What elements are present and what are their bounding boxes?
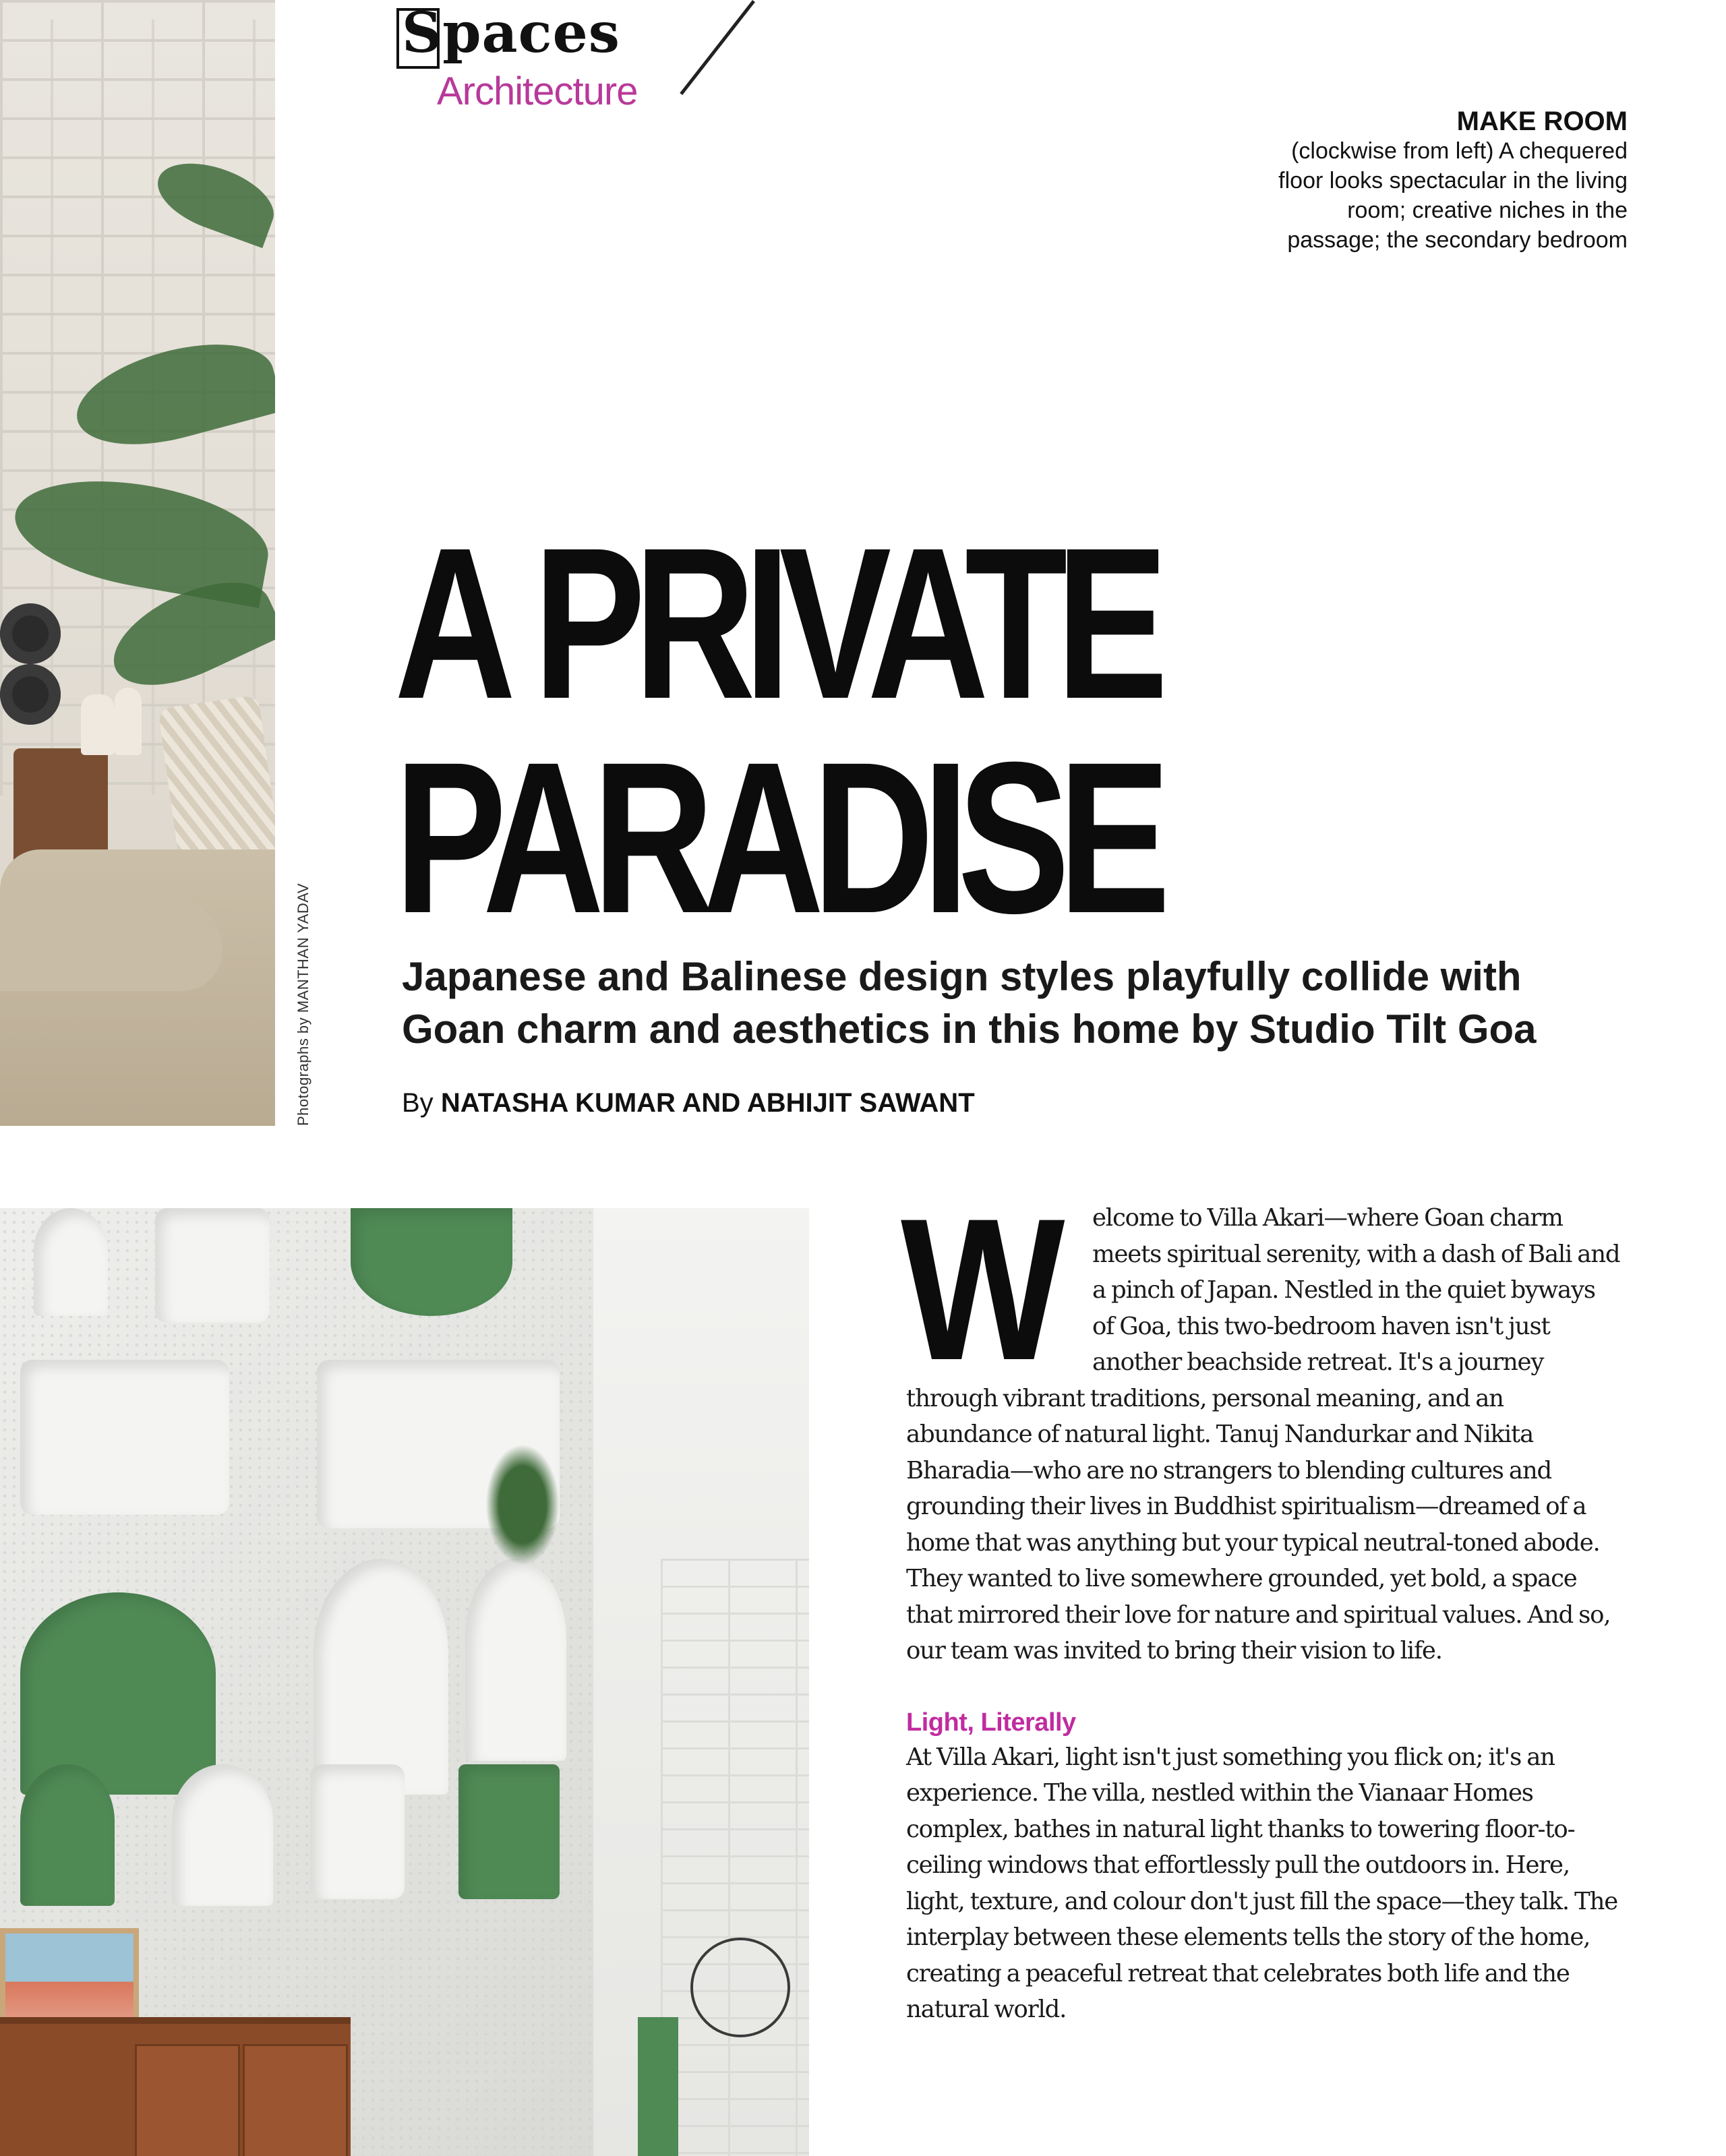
byline — [402, 1088, 975, 1118]
wall-niche — [155, 1208, 270, 1323]
subhead: Light, Literally — [906, 1708, 1076, 1737]
headline — [394, 502, 1159, 958]
green-arched-niche — [20, 1592, 216, 1795]
vase — [81, 694, 115, 755]
green-niche — [458, 1764, 560, 1899]
green-arched-niche — [20, 1764, 115, 1906]
wall-niche — [314, 1559, 448, 1795]
headline-line-1: A PRIVATE — [394, 502, 1157, 744]
caption-text: (clockwise from left) A chequered floor looks spectacular in the living room; creative niches in the passage; the secondary bedroom — [1278, 138, 1628, 253]
vase — [115, 688, 142, 755]
caption-title: MAKE ROOM — [1456, 107, 1628, 136]
wall-clock — [690, 1938, 790, 2037]
landscape-painting — [0, 1928, 139, 2027]
textured-cushion — [158, 695, 275, 870]
kicker-box-ornament — [396, 8, 440, 69]
divider-slash — [680, 0, 755, 95]
round-green-niche — [351, 1208, 512, 1316]
drop-cap: W — [901, 1176, 1059, 1402]
white-brick-wall — [661, 1559, 809, 2156]
paragraph-1 — [901, 1176, 1621, 1669]
living-room-photo — [0, 0, 275, 1126]
paragraph-1-text: elcome to Villa Akari—where Goan charm meets spiritual serenity, with a dash of Bali and a pinch of Japan. Nestled in the quiet byways of Goa, this two-bedroom haven isn't just another beachside retreat. It's a journey through vibrant traditions, personal meaning, and an abundance of natural light. Tanuj Nandurkar and Nikita Bharadia—who are no strangers to blending cultures and grounding their lives in Buddhist spiritualism—dreamed of a home that was anything but your typical neutral-toned abode. They wanted to live somewhere grounded, yet bold, a space that mirrored their love for nature and spiritual values. And so, our team was invited to bring their vision to life. — [906, 1204, 1620, 1665]
article-body — [901, 1176, 1621, 2028]
photo-credit-text: Photographs by MANTHAN YADAV — [295, 882, 311, 1126]
headline-line-2: PARADISE — [394, 717, 1159, 958]
section-kicker-text: Spaces — [402, 1, 620, 65]
article-deck: Japanese and Balinese design styles playfully collide with Goan charm and aesthetics in this home by Studio Tilt Goa — [402, 954, 1537, 1052]
section-kicker — [402, 1, 620, 65]
sofa-arm — [0, 897, 222, 991]
photo-credit — [280, 836, 311, 1126]
hanging-plant — [485, 1444, 560, 1565]
byline-prefix: By — [402, 1088, 434, 1118]
paragraph-2: At Villa Akari, light isn't just something you flick on; it's an experience. The villa, nestled within the Vianaar Homes complex, bathes in natural light thanks to towering floor-to-ceiling windows that effortlessly pull the outdoors in. Here, light, texture, and colour don't just fill the space—they talk. The interplay between these elements tells the story of the home, creating a peaceful retreat that celebrates both life and the natural world. — [906, 1743, 1618, 2023]
speaker — [0, 664, 61, 725]
photo-caption — [1277, 107, 1628, 255]
wall-niche — [34, 1208, 108, 1316]
wall-niche — [310, 1764, 405, 1899]
sideboard-drawer — [243, 2044, 348, 2156]
byline-names: NATASHA KUMAR AND ABHIJIT SAWANT — [440, 1088, 975, 1118]
sideboard-drawer — [135, 2044, 240, 2156]
wall-niche — [172, 1764, 273, 1906]
speaker — [0, 603, 61, 664]
wall-niche — [20, 1360, 229, 1515]
section-subkicker: Architecture — [437, 69, 638, 113]
niches-passage-photo — [0, 1208, 809, 2156]
wall-niche — [465, 1559, 566, 1761]
green-door — [638, 2017, 678, 2156]
